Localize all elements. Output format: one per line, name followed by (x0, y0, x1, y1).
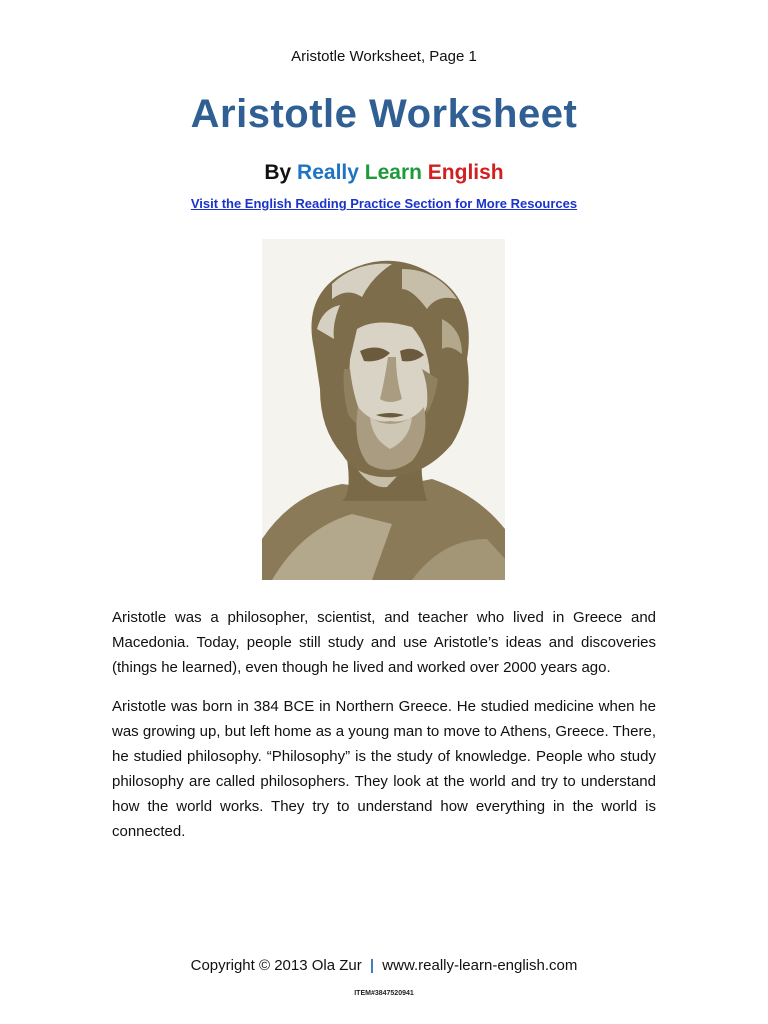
item-id: ITEM#38475209​41 (354, 990, 414, 997)
byline (0, 161, 768, 185)
footer (0, 957, 768, 974)
byline-word-really: Really (297, 161, 359, 184)
footer-separator: | (369, 957, 375, 974)
running-header: Aristotle Worksheet, Page 1 (291, 48, 477, 65)
page-title: Aristotle Worksheet (190, 92, 578, 136)
aristotle-portrait (262, 239, 505, 580)
copyright-text: Copyright © 2013 Ola Zur (190, 957, 362, 974)
byline-by: By (264, 161, 292, 184)
body-text (112, 605, 656, 858)
reading-practice-link[interactable]: Visit the English Reading Practice Section for More Resources (190, 196, 578, 211)
paragraph-2: Aristotle was born in 384 BCE in Northern Greece. He studied medicine when he was growing up, but left home as a young man to move to Athens, Greece. There, he studied philosophy. “Philosophy” is the study of knowledge. People who study philosophy are called philosophers. They look at the world and try to understand how the world works. They try to understand how everything in the world is connected. (112, 698, 656, 840)
paragraph-1: Aristotle was a philosopher, scientist, and teacher who lived in Greece and Macedonia. Today, people still study and use Aristotle’s ideas and discoveries (things he learned), even though he lived and worked over 2000 years ago. (112, 609, 656, 676)
byline-word-learn: Learn (364, 161, 422, 184)
website-text: www.really-learn-english.com (382, 957, 578, 974)
aristotle-bust-icon (262, 239, 505, 580)
byline-word-english: English (427, 161, 504, 184)
